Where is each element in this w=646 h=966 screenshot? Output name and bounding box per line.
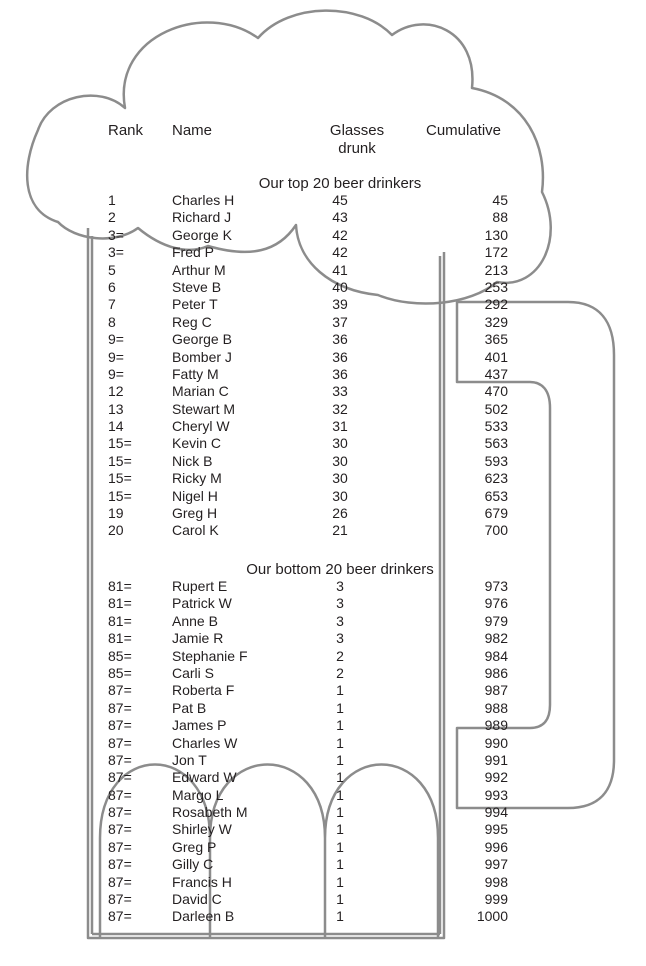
name-cell: George K [172, 226, 232, 243]
table-row [0, 453, 646, 470]
cumulative-cell: 984 [484, 647, 508, 664]
name-cell: Jamie R [172, 630, 224, 647]
glasses-cell: 41 [332, 261, 348, 278]
name-cell: Fred P [172, 244, 215, 261]
glasses-cell: 2 [336, 664, 344, 681]
name-cell: Shirley W [172, 821, 232, 838]
name-cell: Arthur M [172, 261, 226, 278]
glasses-cell: 1 [336, 856, 344, 873]
cumulative-cell: 982 [484, 630, 508, 647]
table-row [0, 752, 646, 769]
cumulative-cell: 401 [484, 348, 508, 365]
table-row [0, 891, 646, 908]
table-row [0, 227, 646, 244]
name-cell: Francis H [172, 873, 232, 890]
rank-cell: 87= [108, 804, 132, 821]
rank-cell: 87= [108, 699, 132, 716]
glasses-cell: 1 [336, 838, 344, 855]
glasses-cell: 21 [332, 522, 348, 539]
name-cell: Peter T [172, 296, 218, 313]
rank-cell: 9= [108, 348, 124, 365]
glasses-cell: 30 [332, 435, 348, 452]
cumulative-cell: 979 [484, 612, 508, 629]
name-cell: Patrick W [172, 595, 232, 612]
rank-cell: 9= [108, 365, 124, 382]
rank-cell: 81= [108, 595, 132, 612]
rank-cell: 19 [108, 505, 124, 522]
table-row [0, 505, 646, 522]
name-cell: Cheryl W [172, 418, 230, 435]
cumulative-cell: 995 [484, 821, 508, 838]
cumulative-cell: 130 [484, 226, 508, 243]
glasses-cell: 43 [332, 209, 348, 226]
glasses-cell: 1 [336, 891, 344, 908]
glasses-cell: 1 [336, 734, 344, 751]
table-row [0, 630, 646, 647]
table-row [0, 735, 646, 752]
cumulative-cell: 991 [484, 751, 508, 768]
rank-cell: 87= [108, 786, 132, 803]
glasses-cell: 26 [332, 505, 348, 522]
name-cell: Carli S [172, 664, 215, 681]
name-cell: Steve B [172, 278, 222, 295]
name-cell: Rupert E [172, 578, 228, 594]
rank-cell: 87= [108, 873, 132, 890]
glasses-cell: 1 [336, 821, 344, 838]
name-cell: Richard J [172, 209, 232, 226]
table-row [0, 717, 646, 734]
cumulative-cell: 987 [484, 682, 508, 699]
table-row [0, 874, 646, 891]
name-cell: Anne B [172, 612, 218, 629]
rank-cell: 87= [108, 891, 132, 908]
glasses-cell: 3 [336, 578, 344, 594]
cumulative-cell: 976 [484, 595, 508, 612]
top-drinkers-table [0, 192, 646, 540]
glasses-cell: 42 [332, 226, 348, 243]
rank-cell: 6 [108, 278, 116, 295]
rank-cell: 87= [108, 682, 132, 699]
cumulative-cell: 1000 [476, 908, 508, 925]
glasses-cell: 1 [336, 717, 344, 734]
glasses-cell: 36 [332, 348, 348, 365]
table-row [0, 856, 646, 873]
cumulative-cell: 653 [484, 487, 508, 504]
table-row [0, 192, 646, 209]
rank-cell: 87= [108, 856, 132, 873]
rank-cell: 15= [108, 487, 132, 504]
table-row [0, 595, 646, 612]
table-row [0, 470, 646, 487]
name-cell: Greg H [172, 505, 218, 522]
table-row [0, 296, 646, 313]
name-cell: Nick B [172, 452, 213, 469]
header-glasses-line2: drunk [338, 140, 376, 157]
cumulative-cell: 253 [484, 278, 508, 295]
section-title-bottom: Our bottom 20 beer drinkers [246, 561, 434, 578]
cumulative-cell: 999 [484, 891, 508, 908]
cumulative-cell: 623 [484, 470, 508, 487]
rank-cell: 87= [108, 769, 132, 786]
header-name: Name [172, 122, 213, 139]
glasses-cell: 3 [336, 612, 344, 629]
rank-cell: 87= [108, 821, 132, 838]
cumulative-cell: 45 [492, 192, 508, 208]
rank-cell: 87= [108, 734, 132, 751]
table-row [0, 488, 646, 505]
name-cell: Jon T [172, 751, 207, 768]
name-cell: Pat B [172, 699, 207, 716]
name-cell: Ricky M [172, 470, 222, 487]
table-row [0, 700, 646, 717]
glasses-cell: 42 [332, 244, 348, 261]
cumulative-cell: 992 [484, 769, 508, 786]
rank-cell: 1 [108, 192, 116, 208]
rank-cell: 12 [108, 383, 124, 400]
table-row [0, 435, 646, 452]
cumulative-cell: 998 [484, 873, 508, 890]
glasses-cell: 2 [336, 647, 344, 664]
cumulative-cell: 533 [484, 418, 508, 435]
glasses-cell: 3 [336, 630, 344, 647]
rank-cell: 87= [108, 717, 132, 734]
rank-cell: 20 [108, 522, 124, 539]
table-row [0, 613, 646, 630]
table-row [0, 279, 646, 296]
rank-cell: 8 [108, 313, 116, 330]
name-cell: Edward W [172, 769, 237, 786]
name-cell: Nigel H [172, 487, 218, 504]
cumulative-cell: 986 [484, 664, 508, 681]
name-cell: Margo L [172, 786, 224, 803]
header-glasses-line1: Glasses [329, 122, 385, 139]
rank-cell: 2 [108, 209, 116, 226]
glasses-cell: 1 [336, 682, 344, 699]
glasses-cell: 1 [336, 786, 344, 803]
name-cell: Darleen B [172, 908, 235, 925]
table-row [0, 648, 646, 665]
header-glasses-drunk [322, 122, 392, 158]
cumulative-cell: 563 [484, 435, 508, 452]
glasses-cell: 36 [332, 331, 348, 348]
table-row [0, 331, 646, 348]
rank-cell: 5 [108, 261, 116, 278]
rank-cell: 15= [108, 452, 132, 469]
name-cell: Rosabeth M [172, 804, 248, 821]
name-cell: Charles H [172, 192, 235, 208]
cumulative-cell: 996 [484, 838, 508, 855]
name-cell: Gilly C [172, 856, 214, 873]
glasses-cell: 1 [336, 699, 344, 716]
header-cumulative: Cumulative [426, 122, 502, 139]
name-cell: David C [172, 891, 222, 908]
table-row [0, 821, 646, 838]
table-row [0, 314, 646, 331]
table-row [0, 383, 646, 400]
name-cell: Charles W [172, 734, 238, 751]
glasses-cell: 3 [336, 595, 344, 612]
cumulative-cell: 973 [484, 578, 508, 594]
cumulative-cell: 292 [484, 296, 508, 313]
cumulative-cell: 989 [484, 717, 508, 734]
table-row [0, 769, 646, 786]
rank-cell: 13 [108, 400, 124, 417]
rank-cell: 81= [108, 612, 132, 629]
glasses-cell: 1 [336, 804, 344, 821]
rank-cell: 87= [108, 908, 132, 925]
name-cell: Stephanie F [172, 647, 248, 664]
name-cell: George B [172, 331, 232, 348]
table-row [0, 908, 646, 925]
table-row [0, 665, 646, 682]
cumulative-cell: 679 [484, 505, 508, 522]
table-row [0, 787, 646, 804]
cumulative-cell: 213 [484, 261, 508, 278]
table-row [0, 578, 646, 595]
rank-cell: 15= [108, 470, 132, 487]
cumulative-cell: 470 [484, 383, 508, 400]
glasses-cell: 31 [332, 418, 348, 435]
glasses-cell: 33 [332, 383, 348, 400]
rank-cell: 3= [108, 244, 124, 261]
cumulative-cell: 994 [484, 804, 508, 821]
glasses-cell: 1 [336, 873, 344, 890]
name-cell: Marian C [172, 383, 229, 400]
glasses-cell: 30 [332, 452, 348, 469]
cumulative-cell: 172 [484, 244, 508, 261]
rank-cell: 81= [108, 630, 132, 647]
glasses-cell: 1 [336, 908, 344, 925]
table-row [0, 262, 646, 279]
glasses-cell: 30 [332, 487, 348, 504]
glasses-cell: 45 [332, 192, 348, 208]
rank-cell: 14 [108, 418, 124, 435]
table-row [0, 522, 646, 539]
rank-cell: 81= [108, 578, 132, 594]
cumulative-cell: 990 [484, 734, 508, 751]
glasses-cell: 39 [332, 296, 348, 313]
rank-cell: 7 [108, 296, 116, 313]
table-row [0, 804, 646, 821]
table-row [0, 401, 646, 418]
rank-cell: 9= [108, 331, 124, 348]
bottom-drinkers-table [0, 578, 646, 926]
name-cell: James P [172, 717, 227, 734]
name-cell: Kevin C [172, 435, 222, 452]
rank-cell: 85= [108, 647, 132, 664]
cumulative-cell: 988 [484, 699, 508, 716]
rank-cell: 87= [108, 751, 132, 768]
cumulative-cell: 437 [484, 365, 508, 382]
name-cell: Stewart M [172, 400, 236, 417]
table-row [0, 839, 646, 856]
table-row [0, 418, 646, 435]
table-row [0, 244, 646, 261]
header-rank: Rank [108, 122, 144, 139]
glasses-cell: 40 [332, 278, 348, 295]
table-row [0, 209, 646, 226]
name-cell: Carol K [172, 522, 219, 539]
section-title-top: Our top 20 beer drinkers [258, 175, 422, 192]
cumulative-cell: 700 [484, 522, 508, 539]
rank-cell: 87= [108, 838, 132, 855]
cumulative-cell: 365 [484, 331, 508, 348]
rank-cell: 3= [108, 226, 124, 243]
glasses-cell: 1 [336, 769, 344, 786]
cumulative-cell: 502 [484, 400, 508, 417]
cumulative-cell: 993 [484, 786, 508, 803]
table-row [0, 349, 646, 366]
name-cell: Bomber J [172, 348, 232, 365]
glasses-cell: 1 [336, 751, 344, 768]
name-cell: Greg P [172, 838, 217, 855]
name-cell: Roberta F [172, 682, 235, 699]
cumulative-cell: 997 [484, 856, 508, 873]
table-row [0, 682, 646, 699]
glasses-cell: 32 [332, 400, 348, 417]
rank-cell: 15= [108, 435, 132, 452]
cumulative-cell: 329 [484, 313, 508, 330]
glasses-cell: 30 [332, 470, 348, 487]
cumulative-cell: 88 [492, 209, 508, 226]
name-cell: Fatty M [172, 365, 219, 382]
cumulative-cell: 593 [484, 452, 508, 469]
glasses-cell: 36 [332, 365, 348, 382]
table-row [0, 366, 646, 383]
rank-cell: 85= [108, 664, 132, 681]
name-cell: Reg C [172, 313, 212, 330]
glasses-cell: 37 [332, 313, 348, 330]
